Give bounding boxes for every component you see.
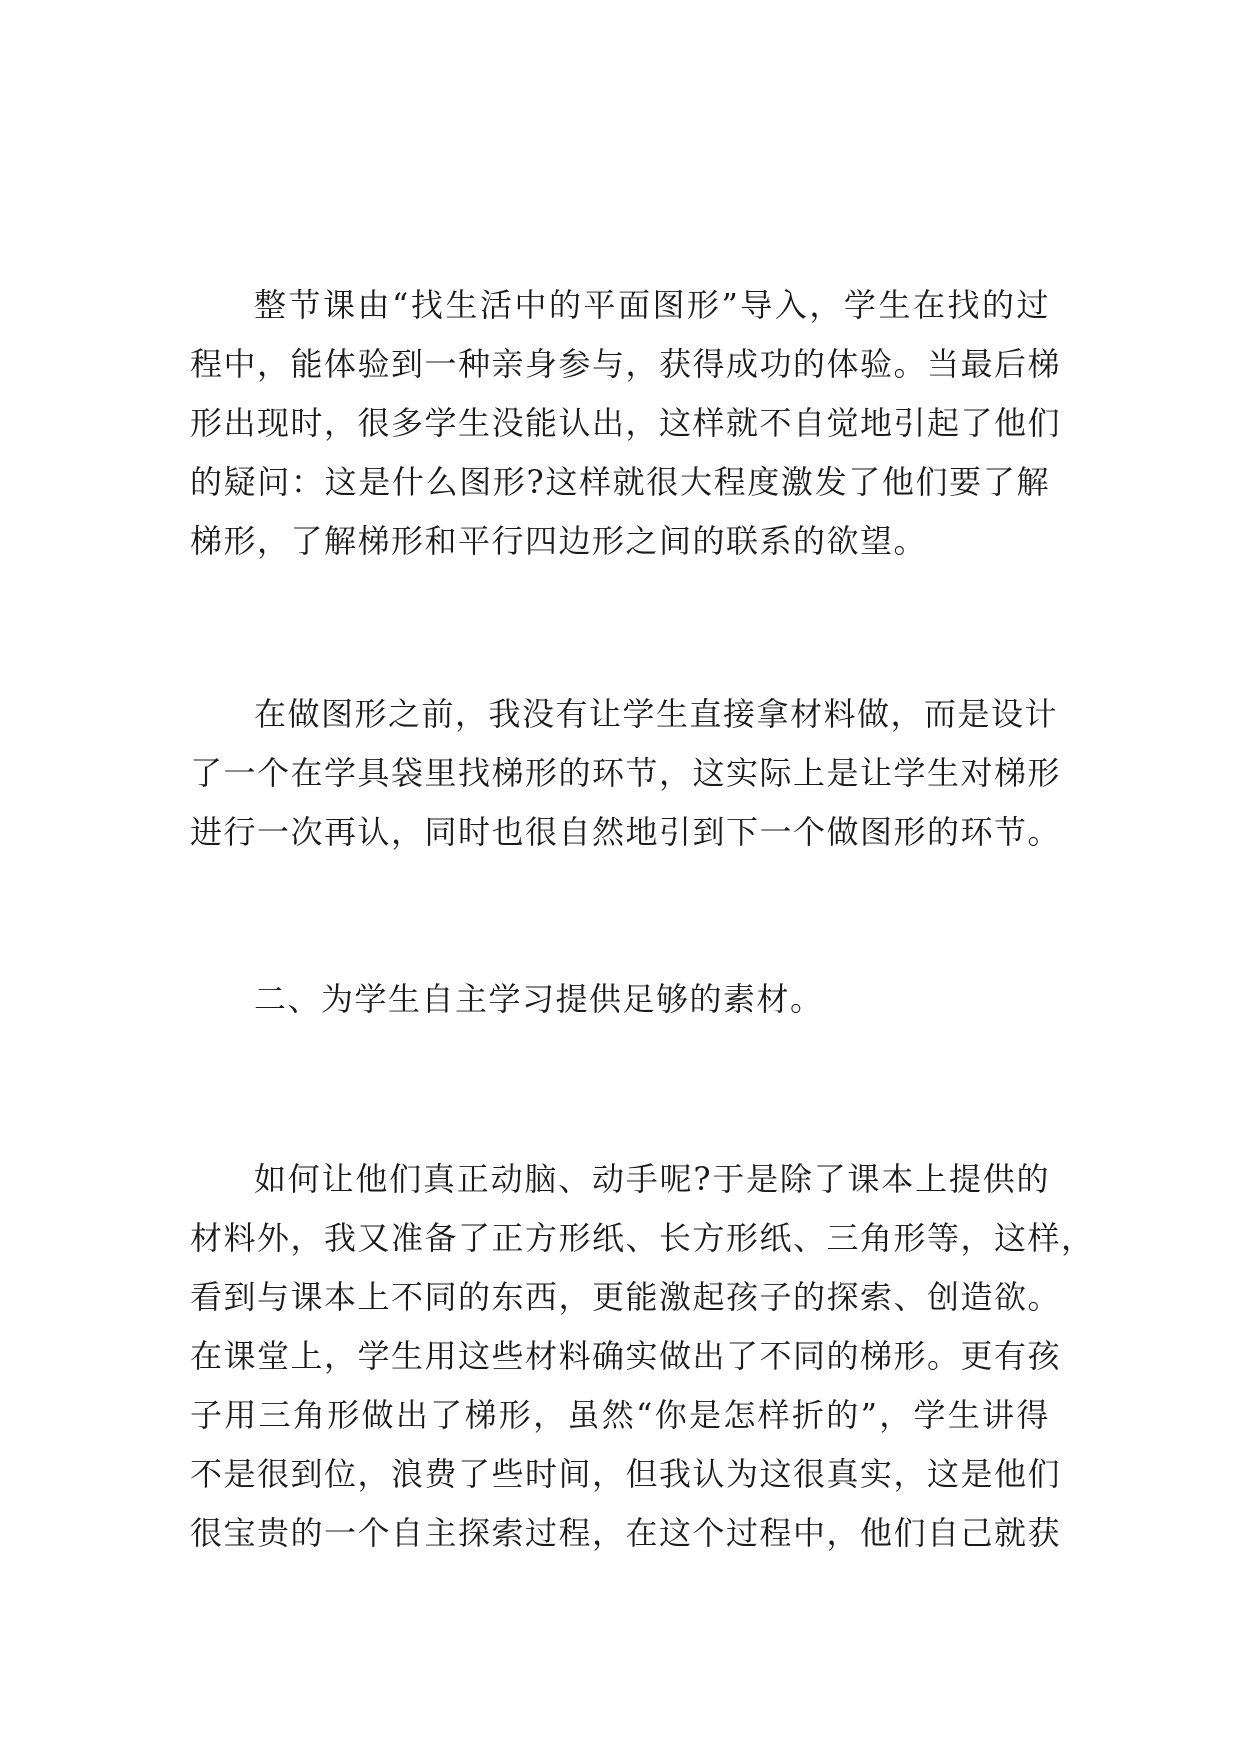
paragraph-line: 看到与课本上不同的东西，更能激起孩子的探索、创造欲。 xyxy=(190,1278,1062,1316)
paragraph-line: 很宝贵的一个自主探索过程，在这个过程中，他们自己就获 xyxy=(190,1514,1062,1552)
paragraph-line: 子用三角形做出了梯形，虽然“你是怎样折的”，学生讲得 xyxy=(190,1396,1050,1434)
paragraph-line: 梯形，了解梯形和平行四边形之间的联系的欲望。 xyxy=(190,522,928,560)
paragraph-line: 不是很到位，浪费了些时间，但我认为这很真实，这是他们 xyxy=(190,1455,1062,1493)
paragraph-line: 在课堂上，学生用这些材料确实做出了不同的梯形。更有孩 xyxy=(190,1337,1062,1375)
paragraph-line: 如何让他们真正动脑、动手呢?于是除了课本上提供的 xyxy=(254,1160,1050,1198)
paragraph-line: 整节课由“找生活中的平面图形”导入，学生在找的过 xyxy=(254,286,1050,324)
paragraph-line: 了一个在学具袋里找梯形的环节，这实际上是让学生对梯形 xyxy=(190,754,1062,792)
paragraph-line: 形出现时，很多学生没能认出，这样就不自觉地引起了他们 xyxy=(190,404,1062,442)
section-heading: 二、为学生自主学习提供足够的素材。 xyxy=(254,980,824,1018)
paragraph-line: 进行一次再认，同时也很自然地引到下一个做图形的环节。 xyxy=(190,813,1062,851)
paragraph-4 xyxy=(190,1150,1095,1563)
paragraph-line: 的疑问：这是什么图形?这样就很大程度激发了他们要了解 xyxy=(190,463,1050,501)
paragraph-3-heading xyxy=(190,970,1050,1029)
paragraph-1 xyxy=(190,276,1062,571)
paragraph-2 xyxy=(190,685,1062,862)
paragraph-line: 程中，能体验到一种亲身参与，获得成功的体验。当最后梯 xyxy=(190,345,1062,383)
paragraph-line: 在做图形之前，我没有让学生直接拿材料做，而是设计 xyxy=(254,695,1059,733)
paragraph-line: 材料外，我又准备了正方形纸、长方形纸、三角形等，这样， xyxy=(190,1219,1095,1257)
